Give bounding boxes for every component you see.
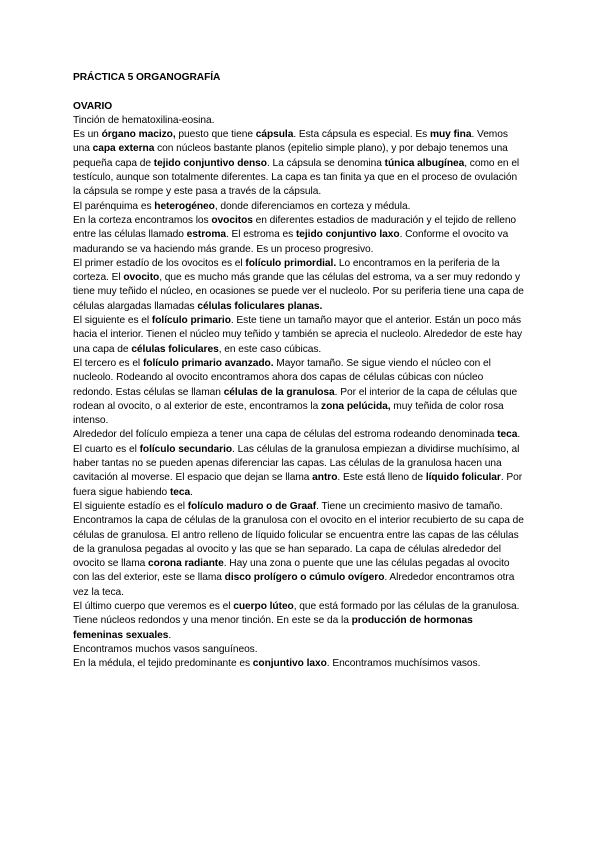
bold-term: tejido conjuntivo denso (153, 157, 267, 169)
text-run: . Hay una zona o puente que une las células pegadas al ovocito con las del exterior, este se llama (73, 558, 510, 584)
text-run: . Esta cápsula es especial. Es (293, 129, 430, 141)
paragraph (73, 643, 525, 657)
bold-term: antro (312, 472, 338, 484)
bold-term: órgano macizo, (101, 129, 176, 141)
text-run: . (190, 486, 193, 498)
bold-term: folículo primario avanzado. (142, 357, 274, 369)
paragraph (73, 443, 525, 500)
paragraph (73, 114, 525, 128)
text-run: Encontramos muchos vasos sanguíneos. (73, 643, 258, 655)
text-run: El último cuerpo que veremos es el (73, 600, 234, 612)
bold-term: teca (497, 429, 518, 441)
text-run: El tercero es el (73, 357, 143, 369)
text-run: puesto que tiene (175, 129, 256, 141)
text-run: . Por fuera sigue habiendo (73, 472, 523, 498)
text-run: . Alrededor encontramos otra vez la teca. (73, 572, 515, 598)
bold-term: estroma (186, 229, 226, 241)
paragraph (73, 500, 525, 600)
text-run: . (517, 429, 521, 441)
bold-term: heterogéneo (154, 200, 215, 212)
text-run: , donde diferenciamos en corteza y médula. (214, 200, 411, 212)
text-run: . Por el interior de la capa de células que rodean al ovocito, o al exterior de este, encontramos la (73, 386, 518, 412)
bold-term: células foliculares planas. (197, 300, 323, 312)
paragraph (73, 257, 525, 314)
text-run: . Tiene un crecimiento masivo de tamaño. Encontramos la capa de células de la granulosa con el ovocito en el interior recubierto de su capa de células de granulosa. El antro relleno de líquido folicular se encuentra entre las capas de las células de la granulosa pegadas al ovocito y las que se han separado. La capa de células alrededor del ovocito se llama (73, 500, 524, 570)
text-run: . Este está lleno de (337, 472, 426, 484)
text-run: En la médula, el tejido predominante es (73, 658, 253, 670)
bold-term: corona radiante (148, 558, 224, 570)
bold-term: líquido folicular (425, 472, 501, 484)
text-run: Alrededor del folículo empieza a tener una capa de células del estroma rodeando denominada (73, 429, 498, 441)
bold-term: disco prolígero o cúmulo ovígero (224, 572, 385, 584)
text-run: muy teñida de color rosa intenso. (73, 400, 504, 427)
text-run: , que es mucho más grande que las células del estroma, va a ser muy redondo y tiene muy teñido el núcleo, en ocasiones se puede ver el nucleolo. Por su periferia tiene una capa de células alargadas llamadas (73, 272, 524, 312)
text-run: , en este caso cúbicas. (218, 343, 322, 355)
bold-term: tejido conjuntivo laxo (295, 229, 400, 241)
document-body (73, 71, 525, 671)
text-run: . El estroma es (225, 229, 296, 241)
bold-term: ovocito (123, 272, 160, 284)
bold-term: conjuntivo laxo (252, 658, 327, 670)
text-run: en diferentes estadios de maduración y el tejido de relleno entre las células llamado (73, 214, 517, 241)
bold-term: ovocitos (211, 214, 253, 226)
text-run: . Encontramos muchísimos vasos. (326, 658, 481, 670)
paragraph (73, 314, 525, 357)
text-run: , como en el testículo, aunque son totalmente diferentes. La capa es tan finita ya que en el proceso de ovulación la cápsula se rompe y este pasa a través de la cápsula. (73, 157, 520, 198)
bold-term: cápsula (255, 129, 294, 141)
bold-term: capa externa (92, 143, 155, 155)
paragraph (73, 200, 525, 214)
text-run: , que está formado por las células de la granulosa. Tiene núcleos redondos y una menor tinción. En este se da la (73, 600, 520, 627)
bold-term: células foliculares (131, 343, 219, 355)
text-run: . (168, 629, 172, 641)
text-run: Lo encontramos en la periferia de la corteza. El (73, 257, 500, 284)
bold-term: folículo maduro o de Graaf (187, 500, 317, 512)
text-run: Tinción de hematoxilina-eosina. (73, 114, 215, 126)
bold-term: folículo primordial. (245, 257, 337, 269)
text-run: . La cápsula se denomina (266, 157, 385, 169)
text-run: El siguiente es el (73, 315, 152, 327)
bold-term: muy fina (429, 129, 472, 141)
bold-term: producción de hormonas femeninas sexuales (73, 615, 473, 641)
text-run: El cuarto es el (73, 443, 140, 455)
bold-term: teca (169, 486, 191, 498)
text-run: . Las células de la granulosa empiezan a dividirse muchísimo, al haber tantas no se pueden apenas diferenciar las capas. Las células de la granulosa hacen una cavitación al moverse. El espacio que dejan se llama (73, 443, 520, 484)
paragraph (73, 657, 525, 671)
bold-term: folículo primario (151, 315, 231, 327)
text-run: Es un (73, 129, 102, 141)
text-run: En la corteza encontramos los (73, 214, 212, 226)
bold-term: cuerpo lúteo (233, 600, 294, 612)
text-run: Mayor tamaño. Se sigue viendo el núcleo con el nucleolo. Rodeando al ovocito encontramos ahora dos capas de células cúbicas con núcleo redondo. Estas células se llaman (73, 357, 491, 398)
paragraph (73, 214, 525, 257)
document-title: PRÁCTICA 5 ORGANOGRAFÍA (73, 72, 221, 83)
paragraph (73, 357, 525, 428)
section-heading: OVARIO (73, 100, 113, 112)
paragraph-list (73, 114, 525, 672)
text-run: El parénquima es (73, 200, 155, 212)
text-run: . Conforme el ovocito va madurando se va haciendo más grande. Es un proceso progresivo. (73, 229, 509, 255)
bold-term: zona pelúcida, (321, 400, 391, 412)
paragraph (73, 428, 525, 442)
text-run: con núcleos bastante planos (epitelio simple plano), y por debajo tenemos una pequeña capa de (73, 143, 508, 169)
bold-term: túnica albugínea (384, 157, 465, 169)
bold-term: folículo secundario (139, 443, 233, 455)
paragraph (73, 600, 525, 643)
text-run: El primer estadío de los ovocitos es el (73, 257, 246, 269)
paragraph (73, 128, 525, 199)
text-run: . Vemos una (73, 129, 508, 155)
text-run: . Este tiene un tamaño mayor que el anterior. Están un poco más hacia el interior. Tienen el núcleo muy teñido y también se aprecia el nucleolo. Alrededor de este hay una capa de (73, 315, 523, 355)
bold-term: células de la granulosa (223, 386, 335, 398)
text-run: El siguiente estadío es el (73, 500, 188, 512)
